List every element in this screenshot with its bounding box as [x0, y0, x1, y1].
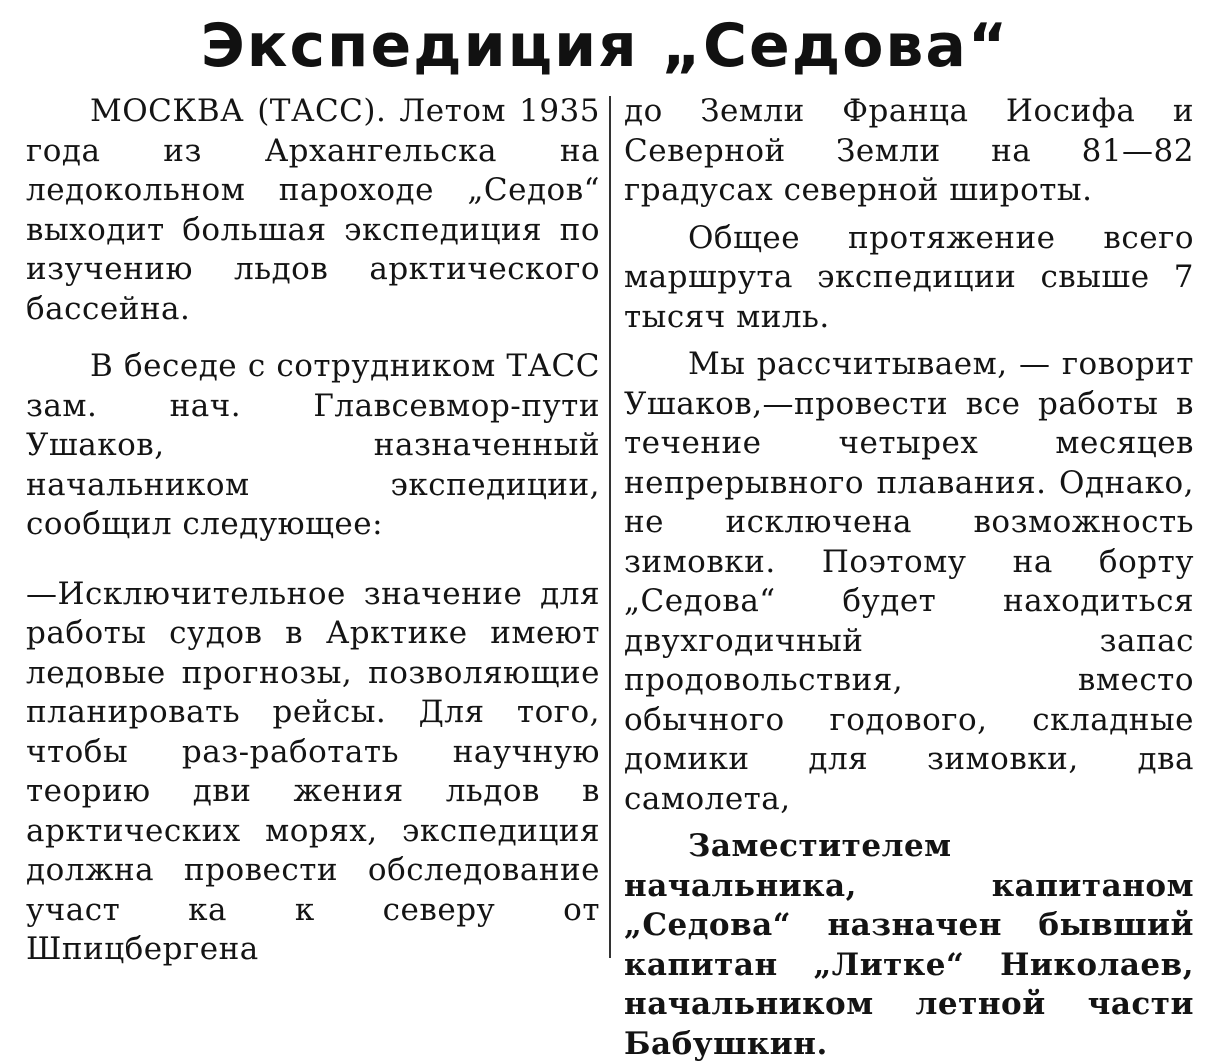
- article-paragraph: МОСКВА (ТАСС). Летом 1935 года из Архангельска на ледокольном пароходе „Седов“ выходит большая экспедиция по изучению льдов арктического бассейна.: [26, 93, 600, 327]
- article-paragraph: В беседе с сотрудником ТАСС зам. нач. Главсевмор-пути Ушаков, назначенный начальником экспедиции, сообщил следующее:: [26, 348, 600, 542]
- article-paragraph: Общее протяжение всего маршрута экспедиции свыше 7 тысяч миль.: [624, 219, 1194, 335]
- article-paragraph: Заместителем начальника, капитаном „Седова“ назначен бывший капитан „Литке“ Николаев, начальником летной части Бабушкин.: [624, 828, 1194, 1062]
- article-paragraph: Мы рассчитываем, — говорит Ушаков,—провести все работы в течение четырех месяцев непрерывного плавания. Однако, не исключена возможность зимовки. Поэтому на борту „Седова“ будет находиться двухгодичный запас продовольствия, вместо обычного годового, складные домики для зимовки, два самолета,: [624, 346, 1194, 817]
- article-left-column: [26, 92, 600, 970]
- article-headline: Экспедиция „Седова“: [200, 11, 1010, 81]
- article-right-column: [624, 92, 1194, 1064]
- article-paragraph: до Земли Франца Иосифа и Северной Земли на 81—82 градусах северной широты.: [624, 93, 1194, 208]
- column-divider: [609, 96, 611, 958]
- article-paragraph: —Исключительное значение для работы судов в Арктике имеют ледовые прогнозы, позволяющие планировать рейсы. Для того, чтобы раз-работать научную теорию дви жения льдов в арктических морях, экспедиция должна провести обследование участ ка к северу от Шпицбергена: [26, 575, 600, 967]
